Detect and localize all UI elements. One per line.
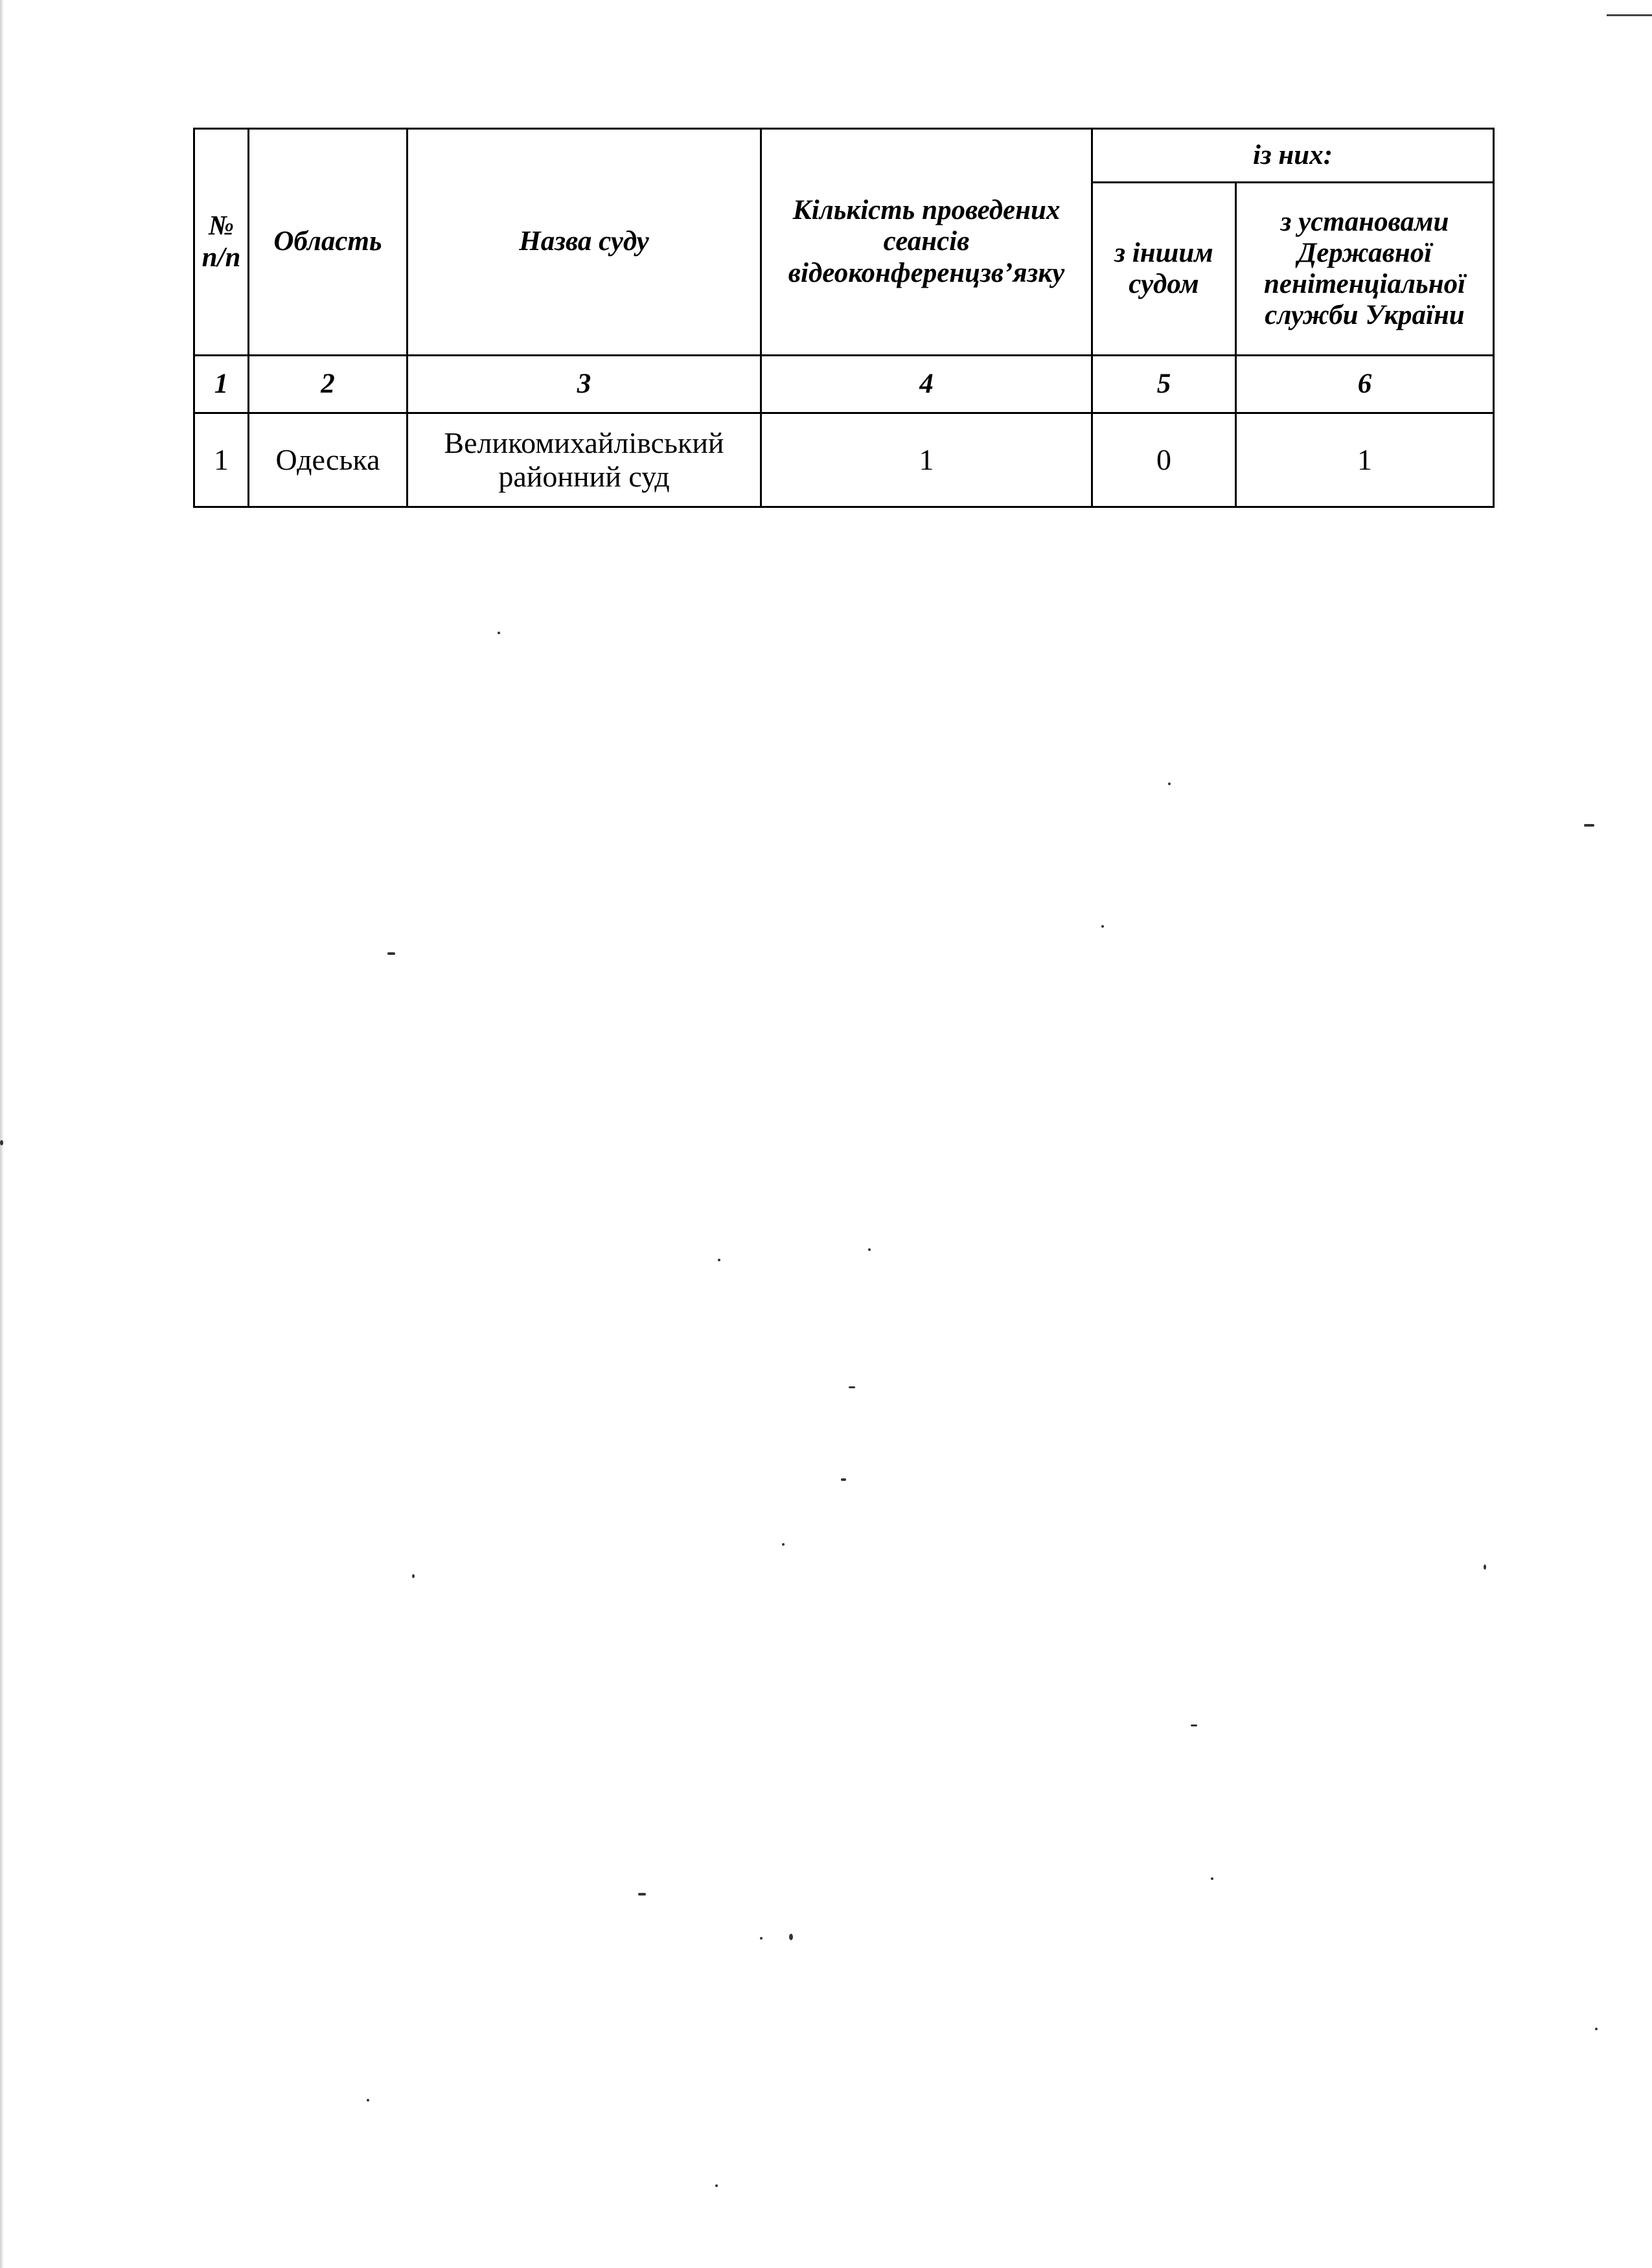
scan-speck (1211, 1877, 1213, 1880)
scan-speck (760, 1937, 763, 1940)
scan-speck (498, 632, 500, 634)
scan-speck (1101, 925, 1104, 928)
column-number: 5 (1092, 356, 1236, 413)
scan-speck (1168, 783, 1171, 785)
scan-speck (412, 1574, 415, 1578)
cell-court: Великомихайлівський районний суд (407, 413, 761, 507)
scan-speck (715, 2184, 718, 2187)
header-row-top (194, 129, 1494, 183)
scan-speck (841, 1478, 846, 1481)
header-court-name: Назва суду (407, 129, 761, 356)
cell-num: 1 (194, 413, 249, 507)
header-region: Область (249, 129, 407, 356)
corner-mark (1607, 0, 1652, 16)
header-with-other-court: з іншим судом (1092, 183, 1236, 356)
scan-speck (1484, 1564, 1486, 1570)
scan-speck (868, 1248, 871, 1251)
scan-speck (0, 1140, 3, 1145)
column-number: 3 (407, 356, 761, 413)
table-row (194, 413, 1494, 507)
column-number: 4 (761, 356, 1092, 413)
column-number: 2 (249, 356, 407, 413)
scan-speck (782, 1543, 785, 1546)
cell-sessions: 1 (761, 413, 1092, 507)
column-number-row (194, 356, 1494, 413)
column-number: 1 (194, 356, 249, 413)
scan-speck (1584, 824, 1594, 827)
cell-with-other-court: 0 (1092, 413, 1236, 507)
video-conference-report-table (193, 128, 1495, 508)
scan-speck (367, 2099, 369, 2102)
scan-speck (1595, 2028, 1598, 2030)
header-with-penitentiary: з установами Державної пенітенціальної служби України (1236, 183, 1494, 356)
header-sessions: Кількість проведених сеансів відеоконференцзв’язку (761, 129, 1092, 356)
scan-speck (718, 1259, 720, 1261)
scan-speck (1191, 1724, 1197, 1726)
cell-with-penitentiary: 1 (1236, 413, 1494, 507)
scan-speck (638, 1893, 646, 1896)
scan-speck (849, 1386, 855, 1388)
scan-edge-shadow (0, 0, 4, 2268)
header-of-them: із них: (1092, 129, 1494, 183)
scan-speck (387, 952, 395, 955)
scan-speck (789, 1934, 793, 1940)
cell-region: Одеська (249, 413, 407, 507)
header-num: № п/п (194, 129, 249, 356)
column-number: 6 (1236, 356, 1494, 413)
